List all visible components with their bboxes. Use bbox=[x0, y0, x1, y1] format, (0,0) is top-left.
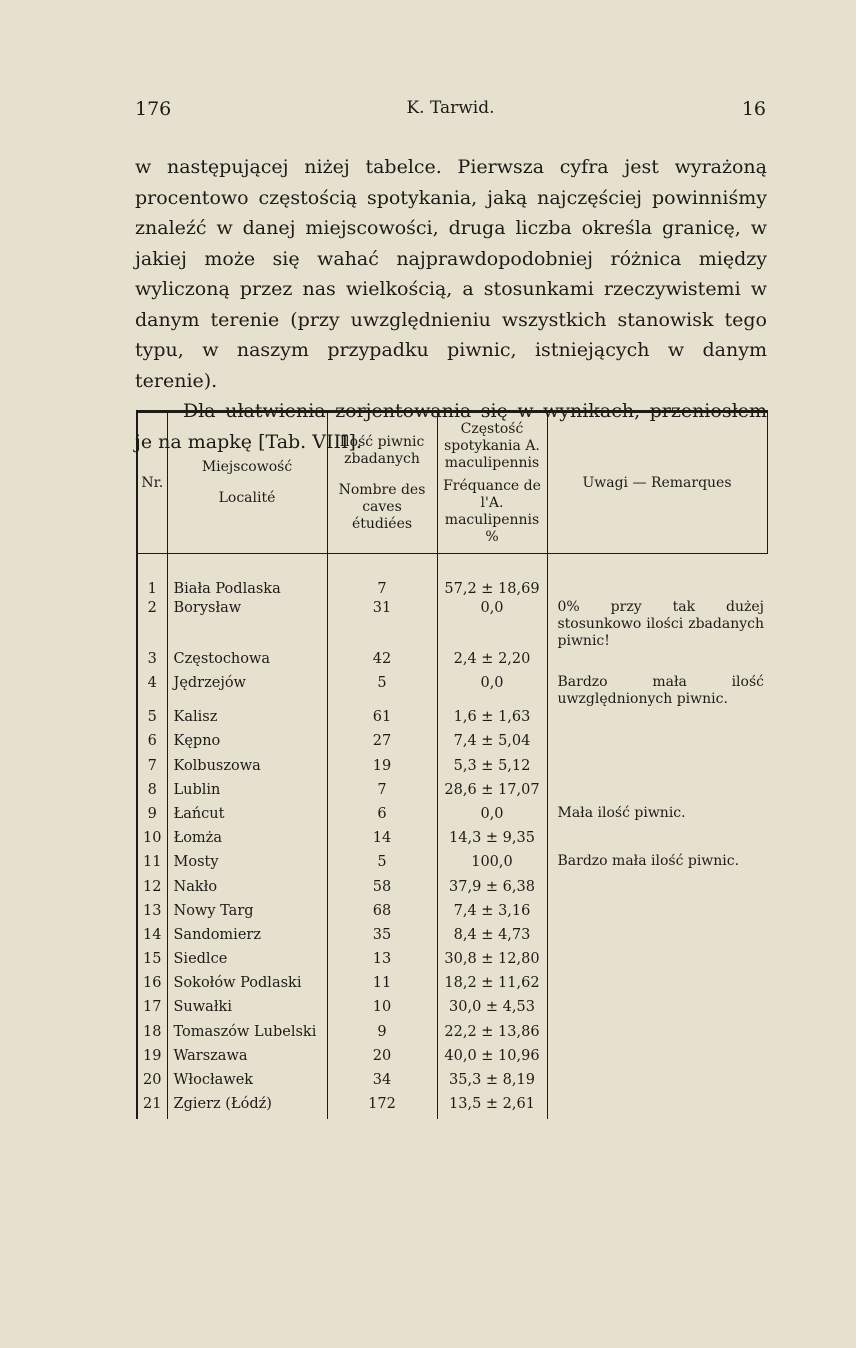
table-row bbox=[137, 1047, 767, 1071]
remark-cell bbox=[547, 650, 767, 674]
row-number: 5 bbox=[137, 708, 167, 732]
row-number: 3 bbox=[137, 650, 167, 674]
place-cell: Zgierz (Łódź) bbox=[167, 1095, 327, 1119]
paragraph: Dla ułatwienia zorjentowania się w wynikach, przeniosłem je na mapkę [Tab. VIII]. bbox=[135, 400, 767, 453]
count-cell: 27 bbox=[327, 732, 437, 756]
remark-cell bbox=[547, 878, 767, 902]
table-row bbox=[137, 1095, 767, 1119]
row-number: 1 bbox=[137, 554, 167, 600]
frequency-cell: 37,9 ± 6,38 bbox=[437, 878, 547, 902]
place-cell: Lublin bbox=[167, 781, 327, 805]
table-row bbox=[137, 974, 767, 998]
remark-cell bbox=[547, 708, 767, 732]
table-row bbox=[137, 674, 767, 708]
row-number: 15 bbox=[137, 950, 167, 974]
table-row bbox=[137, 554, 767, 600]
place-cell: Nowy Targ bbox=[167, 902, 327, 926]
frequency-cell: 5,3 ± 5,12 bbox=[437, 757, 547, 781]
table-row bbox=[137, 853, 767, 877]
row-number: 20 bbox=[137, 1071, 167, 1095]
frequency-cell: 7,4 ± 5,04 bbox=[437, 732, 547, 756]
header-freq-pl: Częstość spotykania A. maculipennis bbox=[444, 420, 540, 471]
count-cell: 31 bbox=[327, 599, 437, 650]
frequency-cell: 7,4 ± 3,16 bbox=[437, 902, 547, 926]
table-row bbox=[137, 926, 767, 950]
table-header bbox=[137, 412, 767, 554]
remark-cell bbox=[547, 1095, 767, 1119]
remark-cell: 0% przy tak dużej stosunkowo ilości zbadanych piwnic! bbox=[547, 599, 767, 650]
count-cell: 61 bbox=[327, 708, 437, 732]
header-count bbox=[327, 412, 437, 554]
place-cell: Jędrzejów bbox=[167, 674, 327, 708]
frequency-cell: 0,0 bbox=[437, 674, 547, 708]
remark-cell bbox=[547, 1023, 767, 1047]
remark-cell bbox=[547, 950, 767, 974]
count-cell: 13 bbox=[327, 950, 437, 974]
place-cell: Kalisz bbox=[167, 708, 327, 732]
remark-cell bbox=[547, 732, 767, 756]
remark-cell bbox=[547, 554, 767, 600]
row-number: 19 bbox=[137, 1047, 167, 1071]
frequency-cell: 30,8 ± 12,80 bbox=[437, 950, 547, 974]
table-row bbox=[137, 805, 767, 829]
header-count-fr: Nombre des caves étudiées bbox=[338, 481, 426, 532]
count-cell: 6 bbox=[327, 805, 437, 829]
frequency-cell: 13,5 ± 2,61 bbox=[437, 1095, 547, 1119]
row-number: 9 bbox=[137, 805, 167, 829]
paragraph: w następującej niżej tabelce. Pierwsza cyfra jest wyrażoną procentowo częstością spotykania, jaką najczęściej powinniśmy znaleźć w danej miejscowości, druga liczba określa granicę, w jakiej może się wahać najprawdopodobniej różnica między wyliczoną przez nas wielkością, a stosunkami rzeczywistemi w danym terenie (przy uwzględnieniu wszystkich stanowisk tego typu, w naszym przypadku piwnic, istniejących w danym terenie). bbox=[135, 156, 767, 392]
row-number: 4 bbox=[137, 674, 167, 708]
table-row bbox=[137, 599, 767, 650]
row-number: 7 bbox=[137, 757, 167, 781]
table-row bbox=[137, 902, 767, 926]
row-number: 10 bbox=[137, 829, 167, 853]
header-freq-fr: Fréquance de l'A. maculipennis bbox=[443, 477, 541, 528]
place-cell: Siedlce bbox=[167, 950, 327, 974]
frequency-cell: 40,0 ± 10,96 bbox=[437, 1047, 547, 1071]
table-row bbox=[137, 878, 767, 902]
count-cell: 7 bbox=[327, 554, 437, 600]
place-cell: Mosty bbox=[167, 853, 327, 877]
header-place-pl: Miejscowość bbox=[201, 459, 293, 475]
table-row bbox=[137, 1023, 767, 1047]
table-row bbox=[137, 829, 767, 853]
remark-cell bbox=[547, 829, 767, 853]
frequency-cell: 35,3 ± 8,19 bbox=[437, 1071, 547, 1095]
table-body bbox=[137, 554, 767, 1120]
frequency-cell: 8,4 ± 4,73 bbox=[437, 926, 547, 950]
place-cell: Tomaszów Lubelski bbox=[167, 1023, 327, 1047]
header-remarks: Uwagi — Remarques bbox=[547, 412, 767, 554]
frequency-cell: 100,0 bbox=[437, 853, 547, 877]
header-count-pl: Ilość piwnic zbadanych bbox=[339, 433, 425, 467]
count-cell: 35 bbox=[327, 926, 437, 950]
count-cell: 34 bbox=[327, 1071, 437, 1095]
count-cell: 7 bbox=[327, 781, 437, 805]
place-cell: Nakło bbox=[167, 878, 327, 902]
place-cell: Kępno bbox=[167, 732, 327, 756]
table-row bbox=[137, 732, 767, 756]
frequency-cell: 14,3 ± 9,35 bbox=[437, 829, 547, 853]
row-number: 14 bbox=[137, 926, 167, 950]
frequency-cell: 28,6 ± 17,07 bbox=[437, 781, 547, 805]
row-number: 6 bbox=[137, 732, 167, 756]
count-cell: 19 bbox=[327, 757, 437, 781]
count-cell: 10 bbox=[327, 998, 437, 1022]
count-cell: 5 bbox=[327, 853, 437, 877]
place-cell: Biała Podlaska bbox=[167, 554, 327, 600]
row-number: 21 bbox=[137, 1095, 167, 1119]
place-cell: Częstochowa bbox=[167, 650, 327, 674]
count-cell: 9 bbox=[327, 1023, 437, 1047]
results-table bbox=[136, 410, 768, 1119]
remark-cell bbox=[547, 1071, 767, 1095]
row-number: 8 bbox=[137, 781, 167, 805]
table-row bbox=[137, 708, 767, 732]
place-cell: Borysław bbox=[167, 599, 327, 650]
remark-cell: Mała ilość piwnic. bbox=[547, 805, 767, 829]
frequency-cell: 2,4 ± 2,20 bbox=[437, 650, 547, 674]
remark-cell bbox=[547, 902, 767, 926]
place-cell: Łańcut bbox=[167, 805, 327, 829]
place-cell: Sandomierz bbox=[167, 926, 327, 950]
count-cell: 20 bbox=[327, 1047, 437, 1071]
place-cell: Warszawa bbox=[167, 1047, 327, 1071]
frequency-cell: 0,0 bbox=[437, 805, 547, 829]
frequency-cell: 57,2 ± 18,69 bbox=[437, 554, 547, 600]
place-cell: Łomża bbox=[167, 829, 327, 853]
remark-cell: Bardzo mała ilość piwnic. bbox=[547, 853, 767, 877]
count-cell: 58 bbox=[327, 878, 437, 902]
remark-cell bbox=[547, 1047, 767, 1071]
row-number: 2 bbox=[137, 599, 167, 650]
header-freq-unit: % bbox=[485, 528, 499, 545]
header-nr: Nr. bbox=[137, 412, 167, 554]
row-number: 12 bbox=[137, 878, 167, 902]
running-header bbox=[135, 98, 766, 128]
remark-cell bbox=[547, 926, 767, 950]
count-cell: 14 bbox=[327, 829, 437, 853]
remark-cell: Bardzo mała ilość uwzględnionych piwnic. bbox=[547, 674, 767, 708]
row-number: 16 bbox=[137, 974, 167, 998]
table-row bbox=[137, 650, 767, 674]
count-cell: 172 bbox=[327, 1095, 437, 1119]
place-cell: Suwałki bbox=[167, 998, 327, 1022]
table-row bbox=[137, 998, 767, 1022]
table-row bbox=[137, 1071, 767, 1095]
place-cell: Włocławek bbox=[167, 1071, 327, 1095]
page-number: 176 bbox=[135, 98, 172, 120]
place-cell: Sokołów Podlaski bbox=[167, 974, 327, 998]
frequency-cell: 18,2 ± 11,62 bbox=[437, 974, 547, 998]
frequency-cell: 30,0 ± 4,53 bbox=[437, 998, 547, 1022]
remark-cell bbox=[547, 998, 767, 1022]
table-row bbox=[137, 757, 767, 781]
remark-cell bbox=[547, 781, 767, 805]
author-name: K. Tarwid. bbox=[406, 98, 495, 118]
row-number: 17 bbox=[137, 998, 167, 1022]
header-place-fr: Localité bbox=[218, 490, 276, 506]
row-number: 11 bbox=[137, 853, 167, 877]
table-row bbox=[137, 781, 767, 805]
count-cell: 11 bbox=[327, 974, 437, 998]
header-place bbox=[167, 412, 327, 554]
row-number: 18 bbox=[137, 1023, 167, 1047]
count-cell: 5 bbox=[327, 674, 437, 708]
count-cell: 68 bbox=[327, 902, 437, 926]
remark-cell bbox=[547, 757, 767, 781]
count-cell: 42 bbox=[327, 650, 437, 674]
frequency-cell: 0,0 bbox=[437, 599, 547, 650]
table-row bbox=[137, 950, 767, 974]
frequency-cell: 1,6 ± 1,63 bbox=[437, 708, 547, 732]
place-cell: Kolbuszowa bbox=[167, 757, 327, 781]
row-number: 13 bbox=[137, 902, 167, 926]
remark-cell bbox=[547, 974, 767, 998]
header-frequency bbox=[437, 412, 547, 554]
signature-mark: 16 bbox=[741, 98, 766, 120]
frequency-cell: 22,2 ± 13,86 bbox=[437, 1023, 547, 1047]
